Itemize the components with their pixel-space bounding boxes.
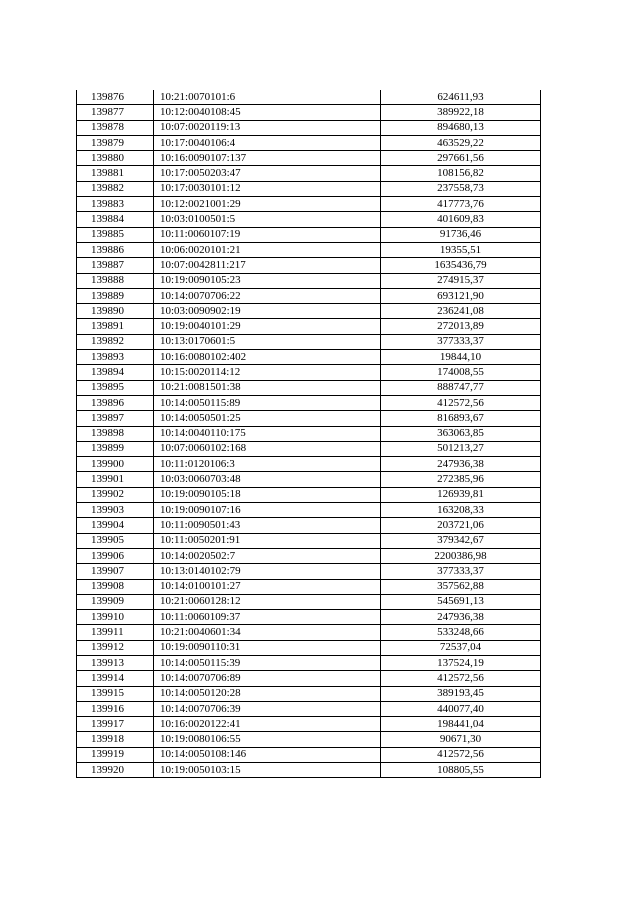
cell-id: 139913 [77,655,154,670]
table-row [77,548,541,563]
cell-code: 10:11:0090501:43 [154,518,381,533]
cell-id: 139881 [77,166,154,181]
cell-id: 139918 [77,732,154,747]
cell-id: 139890 [77,304,154,319]
data-table [76,90,541,778]
cell-amount: 237558,73 [381,181,541,196]
cell-id: 139901 [77,472,154,487]
table-row [77,564,541,579]
cell-code: 10:19:0090105:23 [154,273,381,288]
cell-code: 10:14:0050120:28 [154,686,381,701]
cell-amount: 412572,56 [381,671,541,686]
table-row [77,472,541,487]
cell-amount: 412572,56 [381,395,541,410]
cell-code: 10:06:0020101:21 [154,242,381,257]
cell-code: 10:14:0050108:146 [154,747,381,762]
cell-code: 10:15:0020114:12 [154,365,381,380]
cell-code: 10:19:0050103:15 [154,763,381,778]
cell-code: 10:21:0081501:38 [154,380,381,395]
cell-id: 139886 [77,242,154,257]
cell-amount: 357562,88 [381,579,541,594]
cell-amount: 203721,06 [381,518,541,533]
cell-id: 139914 [77,671,154,686]
cell-amount: 108805,55 [381,763,541,778]
cell-code: 10:03:0060703:48 [154,472,381,487]
table-row [77,288,541,303]
cell-amount: 888747,77 [381,380,541,395]
cell-id: 139895 [77,380,154,395]
cell-amount: 816893,67 [381,411,541,426]
cell-id: 139877 [77,105,154,120]
table-row [77,426,541,441]
cell-id: 139908 [77,579,154,594]
cell-code: 10:17:0030101:12 [154,181,381,196]
cell-amount: 72537,04 [381,640,541,655]
cell-amount: 272385,96 [381,472,541,487]
cell-id: 139879 [77,135,154,150]
cell-amount: 401609,83 [381,212,541,227]
table-row [77,90,541,105]
cell-id: 139897 [77,411,154,426]
table-body [77,90,541,778]
cell-code: 10:19:0040101:29 [154,319,381,334]
cell-code: 10:11:0050201:91 [154,533,381,548]
table-row [77,655,541,670]
cell-amount: 274915,37 [381,273,541,288]
cell-code: 10:13:0170601:5 [154,334,381,349]
cell-amount: 412572,56 [381,747,541,762]
cell-code: 10:14:0040110:175 [154,426,381,441]
cell-id: 139880 [77,151,154,166]
cell-id: 139885 [77,227,154,242]
cell-amount: 19844,10 [381,350,541,365]
cell-id: 139902 [77,487,154,502]
table-row [77,411,541,426]
cell-id: 139900 [77,457,154,472]
cell-amount: 137524,19 [381,655,541,670]
cell-amount: 236241,08 [381,304,541,319]
cell-amount: 379342,67 [381,533,541,548]
cell-id: 139903 [77,503,154,518]
cell-code: 10:21:0040601:34 [154,625,381,640]
cell-id: 139892 [77,334,154,349]
cell-amount: 91736,46 [381,227,541,242]
cell-amount: 440077,40 [381,701,541,716]
cell-amount: 894680,13 [381,120,541,135]
cell-id: 139893 [77,350,154,365]
table-row [77,732,541,747]
cell-amount: 624611,93 [381,90,541,105]
cell-amount: 19355,51 [381,242,541,257]
cell-amount: 247936,38 [381,457,541,472]
cell-code: 10:21:0060128:12 [154,594,381,609]
cell-amount: 545691,13 [381,594,541,609]
cell-id: 139888 [77,273,154,288]
cell-code: 10:19:0080106:55 [154,732,381,747]
cell-id: 139916 [77,701,154,716]
table-row [77,625,541,640]
cell-id: 139907 [77,564,154,579]
cell-code: 10:14:0020502:7 [154,548,381,563]
cell-amount: 501213,27 [381,441,541,456]
table-row [77,518,541,533]
cell-code: 10:14:0050115:39 [154,655,381,670]
table-row [77,610,541,625]
cell-id: 139889 [77,288,154,303]
cell-amount: 463529,22 [381,135,541,150]
cell-code: 10:12:0040108:45 [154,105,381,120]
table-row [77,181,541,196]
cell-id: 139899 [77,441,154,456]
table-row [77,747,541,762]
table-row [77,441,541,456]
cell-amount: 247936,38 [381,610,541,625]
table-row [77,120,541,135]
table-row [77,380,541,395]
cell-amount: 126939,81 [381,487,541,502]
table-row [77,701,541,716]
cell-code: 10:21:0070101:6 [154,90,381,105]
table-row [77,671,541,686]
cell-code: 10:14:0070706:39 [154,701,381,716]
table-row [77,151,541,166]
cell-amount: 1635436,79 [381,258,541,273]
cell-code: 10:16:0020122:41 [154,717,381,732]
table-row [77,365,541,380]
table-row [77,686,541,701]
cell-id: 139904 [77,518,154,533]
cell-id: 139887 [77,258,154,273]
cell-code: 10:17:0050203:47 [154,166,381,181]
cell-id: 139884 [77,212,154,227]
cell-id: 139878 [77,120,154,135]
table-row [77,503,541,518]
cell-amount: 90671,30 [381,732,541,747]
cell-code: 10:19:0090110:31 [154,640,381,655]
cell-id: 139912 [77,640,154,655]
table-row [77,166,541,181]
cell-code: 10:07:0020119:13 [154,120,381,135]
table-row [77,350,541,365]
table-row [77,640,541,655]
table-row [77,457,541,472]
cell-code: 10:14:0100101:27 [154,579,381,594]
table-row [77,717,541,732]
cell-amount: 108156,82 [381,166,541,181]
cell-id: 139919 [77,747,154,762]
table-row [77,533,541,548]
cell-code: 10:19:0090107:16 [154,503,381,518]
cell-code: 10:16:0080102:402 [154,350,381,365]
cell-code: 10:03:0100501:5 [154,212,381,227]
cell-amount: 377333,37 [381,334,541,349]
cell-id: 139911 [77,625,154,640]
cell-code: 10:13:0140102:79 [154,564,381,579]
cell-amount: 389922,18 [381,105,541,120]
cell-code: 10:19:0090105:18 [154,487,381,502]
table-row [77,763,541,778]
cell-amount: 297661,56 [381,151,541,166]
cell-code: 10:03:0090902:19 [154,304,381,319]
cell-amount: 377333,37 [381,564,541,579]
cell-amount: 174008,55 [381,365,541,380]
cell-id: 139910 [77,610,154,625]
cell-amount: 2200386,98 [381,548,541,563]
cell-id: 139905 [77,533,154,548]
cell-id: 139891 [77,319,154,334]
cell-id: 139920 [77,763,154,778]
table-row [77,135,541,150]
table-row [77,579,541,594]
cell-code: 10:14:0050115:89 [154,395,381,410]
cell-id: 139882 [77,181,154,196]
cell-amount: 363063,85 [381,426,541,441]
cell-id: 139883 [77,197,154,212]
table-row [77,334,541,349]
table-row [77,319,541,334]
cell-id: 139898 [77,426,154,441]
cell-amount: 163208,33 [381,503,541,518]
cell-id: 139917 [77,717,154,732]
cell-code: 10:11:0060107:19 [154,227,381,242]
cell-id: 139894 [77,365,154,380]
table-row [77,594,541,609]
table-row [77,212,541,227]
cell-amount: 389193,45 [381,686,541,701]
table-row [77,304,541,319]
table-row [77,242,541,257]
cell-code: 10:17:0040106:4 [154,135,381,150]
cell-code: 10:14:0070706:89 [154,671,381,686]
table-row [77,273,541,288]
cell-amount: 417773,76 [381,197,541,212]
cell-id: 139909 [77,594,154,609]
table-row [77,395,541,410]
cell-code: 10:14:0050501:25 [154,411,381,426]
cell-code: 10:11:0120106:3 [154,457,381,472]
cell-id: 139915 [77,686,154,701]
cell-code: 10:11:0060109:37 [154,610,381,625]
table-row [77,227,541,242]
table-row [77,487,541,502]
cell-code: 10:16:0090107:137 [154,151,381,166]
table-row [77,197,541,212]
cell-id: 139896 [77,395,154,410]
cell-code: 10:07:0060102:168 [154,441,381,456]
table-row [77,105,541,120]
cell-code: 10:12:0021001:29 [154,197,381,212]
cell-id: 139906 [77,548,154,563]
cell-amount: 533248,66 [381,625,541,640]
cell-amount: 693121,90 [381,288,541,303]
cell-amount: 198441,04 [381,717,541,732]
cell-amount: 272013,89 [381,319,541,334]
cell-code: 10:14:0070706:22 [154,288,381,303]
cell-code: 10:07:0042811:217 [154,258,381,273]
table-row [77,258,541,273]
cell-id: 139876 [77,90,154,105]
